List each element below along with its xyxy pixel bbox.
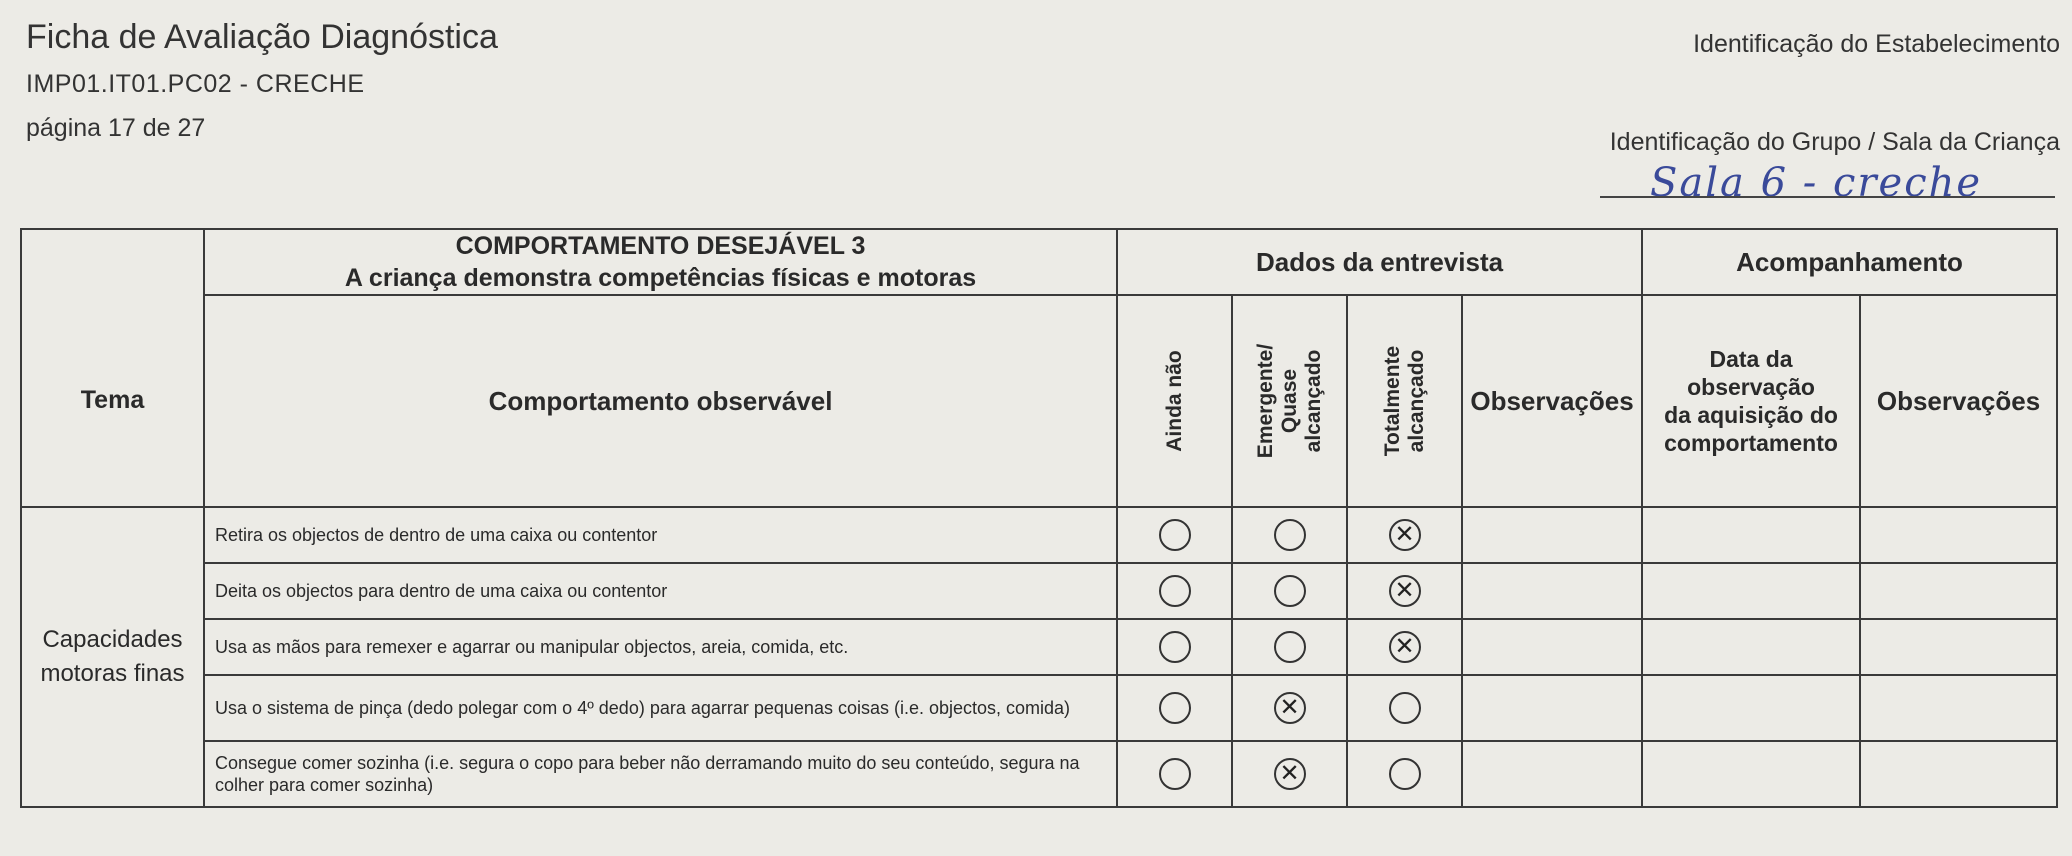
behavior-text: Usa o sistema de pinça (dedo polegar com o 4º dedo) para agarrar pequenas coisas (i.e. objectos, comida) (204, 675, 1117, 741)
col-emergente: Emergente/ Quase alcançado (1232, 295, 1347, 507)
data-observacao-cell[interactable] (1642, 675, 1860, 741)
observacoes-acomp-cell[interactable] (1860, 741, 2057, 807)
data-observacao-cell[interactable] (1642, 619, 1860, 675)
radio-totalmente-checked[interactable]: ✕ (1389, 575, 1421, 607)
radio-ainda-nao[interactable] (1159, 692, 1191, 724)
grupo-label: Identificação do Grupo / Sala da Criança (1609, 128, 2060, 156)
tema-header-cell (21, 229, 204, 295)
tema-header: Tema (21, 295, 204, 507)
observacoes-cell[interactable] (1462, 619, 1642, 675)
grupo-underline (1600, 196, 2055, 198)
observacoes-cell[interactable] (1462, 741, 1642, 807)
col-data-observacao: Data da observação da aquisição do comportamento (1642, 295, 1860, 507)
radio-ainda-nao[interactable] (1159, 575, 1191, 607)
section-title-line2: A criança demonstra competências físicas e motoras (344, 264, 977, 292)
radio-emergente-checked[interactable]: ✕ (1274, 758, 1306, 790)
radio-totalmente-checked[interactable]: ✕ (1389, 519, 1421, 551)
observacoes-acomp-cell[interactable] (1860, 507, 2057, 563)
form-title: Ficha de Avaliação Diagnóstica (26, 18, 498, 56)
col-observacoes-acomp: Observações (1860, 295, 2057, 507)
table-row (21, 741, 2057, 807)
observacoes-cell[interactable] (1462, 563, 1642, 619)
data-observacao-cell[interactable] (1642, 563, 1860, 619)
section-title-line1: COMPORTAMENTO DESEJÁVEL 3 (455, 232, 866, 260)
table-row (21, 619, 2057, 675)
page-number: página 17 de 27 (26, 114, 206, 142)
observacoes-cell[interactable] (1462, 675, 1642, 741)
radio-emergente-checked[interactable]: ✕ (1274, 692, 1306, 724)
table-row (21, 507, 2057, 563)
behavior-text: Usa as mãos para remexer e agarrar ou manipular objectos, areia, comida, etc. (204, 619, 1117, 675)
behavior-text: Consegue comer sozinha (i.e. segura o copo para beber não derramando muito do seu conteúdo, segura na colher para comer sozinha) (204, 741, 1117, 807)
radio-ainda-nao[interactable] (1159, 519, 1191, 551)
radio-ainda-nao[interactable] (1159, 758, 1191, 790)
behavior-text: Deita os objectos para dentro de uma caixa ou contentor (204, 563, 1117, 619)
col-ainda-nao: Ainda não (1117, 295, 1232, 507)
grupo-handwritten-value[interactable]: Sala 6 - creche (1650, 160, 1983, 206)
radio-totalmente[interactable] (1389, 692, 1421, 724)
observacoes-acomp-cell[interactable] (1860, 619, 2057, 675)
acompanhamento-header: Acompanhamento (1642, 229, 2057, 295)
radio-emergente[interactable] (1274, 519, 1306, 551)
radio-emergente[interactable] (1274, 631, 1306, 663)
col-totalmente: Totalmente alcançado (1347, 295, 1462, 507)
observacoes-acomp-cell[interactable] (1860, 675, 2057, 741)
section-title (204, 229, 1117, 295)
tema-value: Capacidades motoras finas (21, 507, 204, 807)
table-row (21, 563, 2057, 619)
observacoes-cell[interactable] (1462, 507, 1642, 563)
dados-entrevista-header: Dados da entrevista (1117, 229, 1642, 295)
data-observacao-cell[interactable] (1642, 507, 1860, 563)
data-observacao-cell[interactable] (1642, 741, 1860, 807)
form-code: IMP01.IT01.PC02 - CRECHE (26, 70, 365, 98)
col-observacoes: Observações (1462, 295, 1642, 507)
behavior-text: Retira os objectos de dentro de uma caixa ou contentor (204, 507, 1117, 563)
comportamento-header: Comportamento observável (204, 295, 1117, 507)
radio-totalmente[interactable] (1389, 758, 1421, 790)
radio-emergente[interactable] (1274, 575, 1306, 607)
radio-totalmente-checked[interactable]: ✕ (1389, 631, 1421, 663)
table-row (21, 675, 2057, 741)
estabelecimento-label: Identificação do Estabelecimento (1693, 30, 2060, 58)
observacoes-acomp-cell[interactable] (1860, 563, 2057, 619)
radio-ainda-nao[interactable] (1159, 631, 1191, 663)
assessment-table (20, 228, 2058, 808)
